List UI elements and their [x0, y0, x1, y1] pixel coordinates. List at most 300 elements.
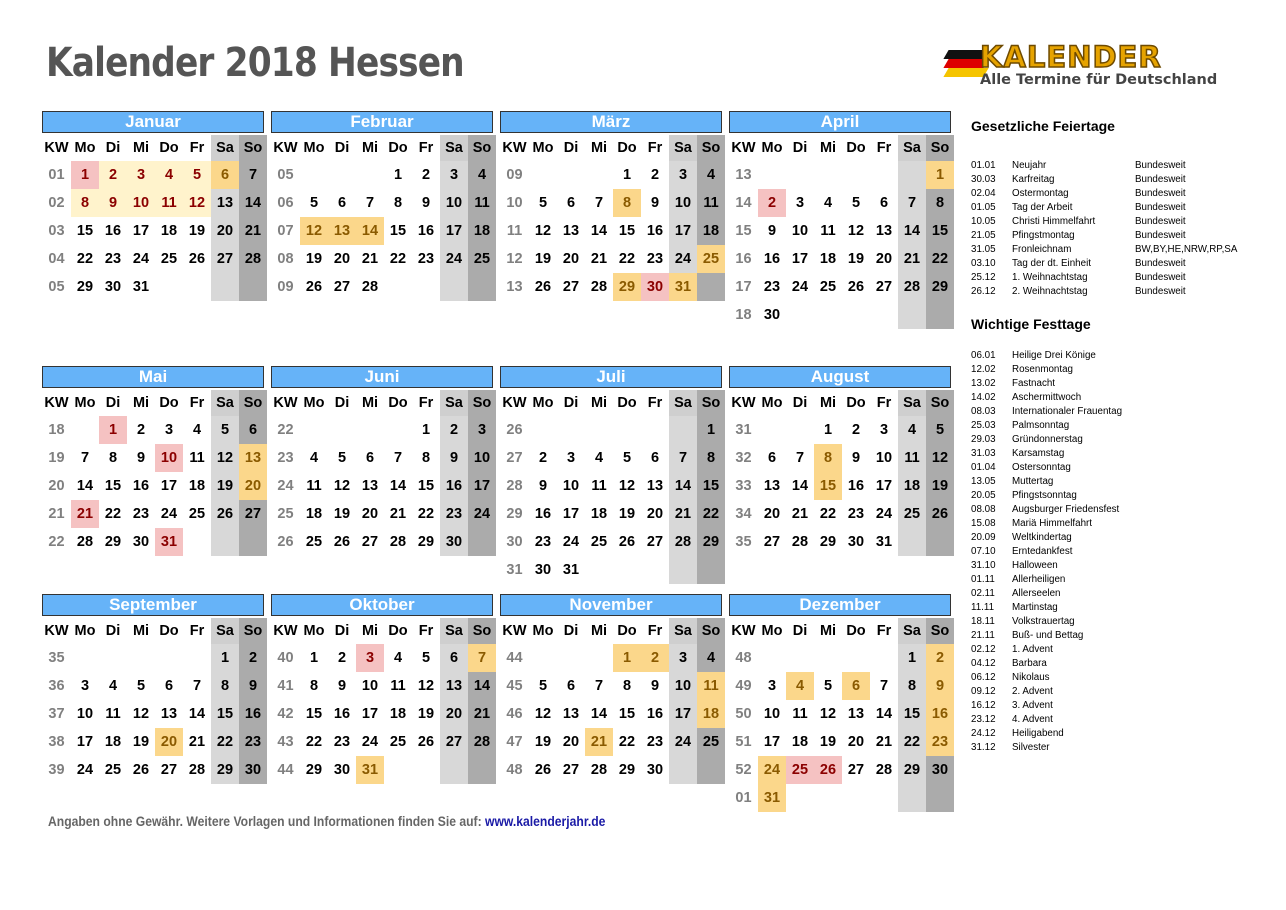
- day-cell[interactable]: 15: [417, 478, 435, 494]
- day-cell[interactable]: 24: [758, 756, 786, 784]
- day-cell[interactable]: 5: [309, 195, 319, 211]
- day-cell[interactable]: 29: [819, 534, 837, 550]
- day-cell[interactable]: 4: [898, 416, 926, 444]
- day-cell[interactable]: 24: [562, 534, 580, 550]
- day-cell[interactable]: 29: [211, 756, 239, 784]
- day-cell[interactable]: 26: [132, 762, 150, 778]
- day-cell[interactable]: 20: [562, 251, 580, 267]
- day-cell[interactable]: 28: [669, 528, 697, 556]
- day-cell[interactable]: 25: [697, 245, 725, 273]
- day-cell[interactable]: 20: [440, 700, 468, 728]
- day-cell[interactable]: 22: [819, 506, 837, 522]
- day-cell[interactable]: 25: [898, 500, 926, 528]
- day-cell[interactable]: 22: [926, 245, 954, 273]
- day-cell[interactable]: 27: [440, 728, 468, 756]
- day-cell[interactable]: 26: [847, 279, 865, 295]
- day-cell[interactable]: 16: [333, 706, 351, 722]
- day-cell[interactable]: 28: [898, 273, 926, 301]
- day-cell[interactable]: 14: [188, 706, 206, 722]
- day-cell[interactable]: 18: [697, 700, 725, 728]
- day-cell[interactable]: 22: [211, 728, 239, 756]
- day-cell[interactable]: 10: [669, 189, 697, 217]
- day-cell[interactable]: 17: [440, 217, 468, 245]
- day-cell[interactable]: 18: [389, 706, 407, 722]
- day-cell[interactable]: 25: [305, 534, 323, 550]
- day-cell[interactable]: 2: [421, 167, 431, 183]
- day-cell[interactable]: 29: [618, 762, 636, 778]
- day-cell[interactable]: 7: [468, 644, 496, 672]
- day-cell[interactable]: 12: [132, 706, 150, 722]
- day-cell[interactable]: 12: [534, 706, 552, 722]
- day-cell[interactable]: 4: [309, 450, 319, 466]
- day-cell[interactable]: 5: [926, 416, 954, 444]
- day-cell[interactable]: 30: [440, 528, 468, 556]
- day-cell[interactable]: 8: [926, 189, 954, 217]
- day-cell[interactable]: 18: [468, 217, 496, 245]
- day-cell[interactable]: 17: [763, 734, 781, 750]
- day-cell[interactable]: 18: [819, 251, 837, 267]
- day-cell[interactable]: 9: [421, 195, 431, 211]
- day-cell[interactable]: 3: [440, 161, 468, 189]
- day-cell[interactable]: 18: [160, 223, 178, 239]
- day-cell[interactable]: 15: [926, 217, 954, 245]
- day-cell[interactable]: 12: [819, 706, 837, 722]
- day-cell[interactable]: 14: [239, 189, 267, 217]
- day-cell[interactable]: 8: [814, 444, 842, 472]
- day-cell[interactable]: 3: [468, 416, 496, 444]
- day-cell[interactable]: 30: [763, 307, 781, 323]
- day-cell[interactable]: 30: [132, 534, 150, 550]
- day-cell[interactable]: 11: [898, 444, 926, 472]
- day-cell[interactable]: 2: [239, 644, 267, 672]
- day-cell[interactable]: 17: [132, 223, 150, 239]
- day-cell[interactable]: 5: [211, 416, 239, 444]
- day-cell[interactable]: 16: [847, 478, 865, 494]
- day-cell[interactable]: 10: [127, 189, 155, 217]
- day-cell[interactable]: 4: [192, 422, 202, 438]
- day-cell[interactable]: 28: [239, 245, 267, 273]
- day-cell[interactable]: 21: [669, 500, 697, 528]
- day-cell[interactable]: 3: [164, 422, 174, 438]
- day-cell[interactable]: 15: [898, 700, 926, 728]
- day-cell[interactable]: 12: [618, 478, 636, 494]
- day-cell[interactable]: 19: [333, 506, 351, 522]
- day-cell[interactable]: 23: [534, 534, 552, 550]
- day-cell[interactable]: 9: [239, 672, 267, 700]
- day-cell[interactable]: 4: [786, 672, 814, 700]
- day-cell[interactable]: 10: [763, 706, 781, 722]
- day-cell[interactable]: 30: [104, 279, 122, 295]
- day-cell[interactable]: 17: [669, 217, 697, 245]
- day-cell[interactable]: 29: [76, 279, 94, 295]
- day-cell[interactable]: 8: [697, 444, 725, 472]
- day-cell[interactable]: 31: [875, 534, 893, 550]
- day-cell[interactable]: 8: [71, 189, 99, 217]
- day-cell[interactable]: 10: [361, 678, 379, 694]
- day-cell[interactable]: 27: [763, 534, 781, 550]
- day-cell[interactable]: 17: [160, 478, 178, 494]
- day-cell[interactable]: 14: [468, 672, 496, 700]
- day-cell[interactable]: 20: [333, 251, 351, 267]
- day-cell[interactable]: 1: [393, 167, 403, 183]
- day-cell[interactable]: 6: [566, 678, 576, 694]
- day-cell[interactable]: 5: [183, 161, 211, 189]
- day-cell[interactable]: 11: [155, 189, 183, 217]
- day-cell[interactable]: 28: [76, 534, 94, 550]
- day-cell[interactable]: 17: [791, 251, 809, 267]
- day-cell[interactable]: 5: [851, 195, 861, 211]
- day-cell[interactable]: 21: [590, 251, 608, 267]
- day-cell[interactable]: 10: [875, 450, 893, 466]
- day-cell[interactable]: 14: [590, 706, 608, 722]
- day-cell[interactable]: 27: [847, 762, 865, 778]
- day-cell[interactable]: 6: [211, 161, 239, 189]
- day-cell[interactable]: 9: [851, 450, 861, 466]
- day-cell[interactable]: 11: [468, 189, 496, 217]
- day-cell[interactable]: 8: [898, 672, 926, 700]
- day-cell[interactable]: 15: [618, 223, 636, 239]
- day-cell[interactable]: 15: [618, 706, 636, 722]
- day-cell[interactable]: 14: [76, 478, 94, 494]
- day-cell[interactable]: 1: [309, 650, 319, 666]
- day-cell[interactable]: 25: [160, 251, 178, 267]
- day-cell[interactable]: 28: [875, 762, 893, 778]
- day-cell[interactable]: 26: [211, 500, 239, 528]
- day-cell[interactable]: 19: [819, 734, 837, 750]
- day-cell[interactable]: 22: [389, 251, 407, 267]
- day-cell[interactable]: 12: [183, 189, 211, 217]
- day-cell[interactable]: 25: [389, 734, 407, 750]
- day-cell[interactable]: 10: [562, 478, 580, 494]
- day-cell[interactable]: 21: [585, 728, 613, 756]
- day-cell[interactable]: 12: [300, 217, 328, 245]
- day-cell[interactable]: 17: [669, 700, 697, 728]
- day-cell[interactable]: 25: [188, 506, 206, 522]
- day-cell[interactable]: 29: [898, 756, 926, 784]
- day-cell[interactable]: 7: [192, 678, 202, 694]
- day-cell[interactable]: 13: [847, 706, 865, 722]
- day-cell[interactable]: 6: [566, 195, 576, 211]
- day-cell[interactable]: 10: [669, 672, 697, 700]
- day-cell[interactable]: 5: [337, 450, 347, 466]
- day-cell[interactable]: 4: [155, 161, 183, 189]
- day-cell[interactable]: 6: [767, 450, 777, 466]
- day-cell[interactable]: 30: [534, 562, 552, 578]
- day-cell[interactable]: 31: [562, 562, 580, 578]
- day-cell[interactable]: 15: [814, 472, 842, 500]
- day-cell[interactable]: 23: [239, 728, 267, 756]
- day-cell[interactable]: 14: [898, 217, 926, 245]
- day-cell[interactable]: 29: [104, 534, 122, 550]
- kalender-logo[interactable]: [946, 40, 1216, 96]
- day-cell[interactable]: 25: [786, 756, 814, 784]
- day-cell[interactable]: 9: [650, 678, 660, 694]
- day-cell[interactable]: 19: [132, 734, 150, 750]
- day-cell[interactable]: 25: [468, 245, 496, 273]
- day-cell[interactable]: 22: [697, 500, 725, 528]
- day-cell[interactable]: 29: [613, 273, 641, 301]
- day-cell[interactable]: 7: [879, 678, 889, 694]
- day-cell[interactable]: 16: [132, 478, 150, 494]
- day-cell[interactable]: 26: [534, 279, 552, 295]
- day-cell[interactable]: 29: [926, 273, 954, 301]
- day-cell[interactable]: 9: [337, 678, 347, 694]
- day-cell[interactable]: 17: [875, 478, 893, 494]
- day-cell[interactable]: 8: [393, 195, 403, 211]
- day-cell[interactable]: 2: [337, 650, 347, 666]
- day-cell[interactable]: 10: [155, 444, 183, 472]
- day-cell[interactable]: 31: [758, 784, 786, 812]
- day-cell[interactable]: 18: [898, 472, 926, 500]
- day-cell[interactable]: 11: [820, 223, 836, 239]
- day-cell[interactable]: 1: [99, 416, 127, 444]
- day-cell[interactable]: 12: [211, 444, 239, 472]
- day-cell[interactable]: 13: [562, 706, 580, 722]
- day-cell[interactable]: 30: [333, 762, 351, 778]
- day-cell[interactable]: 18: [104, 734, 122, 750]
- day-cell[interactable]: 21: [791, 506, 809, 522]
- day-cell[interactable]: 24: [468, 500, 496, 528]
- day-cell[interactable]: 3: [669, 161, 697, 189]
- day-cell[interactable]: 26: [305, 279, 323, 295]
- day-cell[interactable]: 28: [468, 728, 496, 756]
- day-cell[interactable]: 3: [80, 678, 90, 694]
- day-cell[interactable]: 3: [795, 195, 805, 211]
- day-cell[interactable]: 14: [791, 478, 809, 494]
- day-cell[interactable]: 1: [926, 161, 954, 189]
- day-cell[interactable]: 10: [468, 444, 496, 472]
- day-cell[interactable]: 27: [361, 534, 379, 550]
- day-cell[interactable]: 2: [136, 422, 146, 438]
- day-cell[interactable]: 26: [333, 534, 351, 550]
- day-cell[interactable]: 13: [328, 217, 356, 245]
- day-cell[interactable]: 14: [875, 706, 893, 722]
- day-cell[interactable]: 15: [76, 223, 94, 239]
- day-cell[interactable]: 24: [361, 734, 379, 750]
- day-cell[interactable]: 6: [879, 195, 889, 211]
- day-cell[interactable]: 29: [697, 528, 725, 556]
- day-cell[interactable]: 1: [823, 422, 833, 438]
- day-cell[interactable]: 4: [697, 161, 725, 189]
- day-cell[interactable]: 6: [164, 678, 174, 694]
- day-cell[interactable]: 21: [71, 500, 99, 528]
- day-cell[interactable]: 9: [926, 672, 954, 700]
- day-cell[interactable]: 30: [847, 534, 865, 550]
- day-cell[interactable]: 15: [104, 478, 122, 494]
- day-cell[interactable]: 7: [594, 195, 604, 211]
- day-cell[interactable]: 29: [417, 534, 435, 550]
- day-cell[interactable]: 28: [791, 534, 809, 550]
- day-cell[interactable]: 27: [562, 279, 580, 295]
- day-cell[interactable]: 8: [309, 678, 319, 694]
- day-cell[interactable]: 26: [417, 734, 435, 750]
- day-cell[interactable]: 25: [697, 728, 725, 756]
- day-cell[interactable]: 21: [188, 734, 206, 750]
- day-cell[interactable]: 13: [646, 478, 664, 494]
- day-cell[interactable]: 10: [791, 223, 809, 239]
- day-cell[interactable]: 20: [211, 217, 239, 245]
- day-cell[interactable]: 27: [562, 762, 580, 778]
- day-cell[interactable]: 1: [421, 422, 431, 438]
- day-cell[interactable]: 20: [562, 734, 580, 750]
- day-cell[interactable]: 6: [239, 416, 267, 444]
- day-cell[interactable]: 23: [333, 734, 351, 750]
- day-cell[interactable]: 31: [356, 756, 384, 784]
- day-cell[interactable]: 21: [875, 734, 893, 750]
- day-cell[interactable]: 9: [650, 195, 660, 211]
- day-cell[interactable]: 11: [792, 706, 808, 722]
- day-cell[interactable]: 1: [697, 416, 725, 444]
- day-cell[interactable]: 22: [417, 506, 435, 522]
- day-cell[interactable]: 9: [767, 223, 777, 239]
- day-cell[interactable]: 15: [697, 472, 725, 500]
- day-cell[interactable]: 3: [767, 678, 777, 694]
- day-cell[interactable]: 2: [440, 416, 468, 444]
- day-cell[interactable]: 23: [646, 734, 664, 750]
- day-cell[interactable]: 2: [538, 450, 548, 466]
- day-cell[interactable]: 1: [613, 644, 641, 672]
- day-cell[interactable]: 22: [305, 734, 323, 750]
- day-cell[interactable]: 16: [417, 223, 435, 239]
- day-cell[interactable]: 21: [239, 217, 267, 245]
- day-cell[interactable]: 16: [239, 700, 267, 728]
- day-cell[interactable]: 18: [590, 506, 608, 522]
- day-cell[interactable]: 24: [132, 251, 150, 267]
- day-cell[interactable]: 11: [306, 478, 322, 494]
- day-cell[interactable]: 26: [814, 756, 842, 784]
- day-cell[interactable]: 6: [842, 672, 870, 700]
- day-cell[interactable]: 2: [851, 422, 861, 438]
- day-cell[interactable]: 18: [305, 506, 323, 522]
- footer-link[interactable]: www.kalenderjahr.de: [485, 814, 606, 829]
- day-cell[interactable]: 28: [361, 279, 379, 295]
- day-cell[interactable]: 3: [669, 644, 697, 672]
- day-cell[interactable]: 7: [239, 161, 267, 189]
- day-cell[interactable]: 15: [211, 700, 239, 728]
- day-cell[interactable]: 13: [160, 706, 178, 722]
- day-cell[interactable]: 2: [650, 167, 660, 183]
- day-cell[interactable]: 8: [211, 672, 239, 700]
- day-cell[interactable]: 14: [590, 223, 608, 239]
- day-cell[interactable]: 9: [440, 444, 468, 472]
- day-cell[interactable]: 19: [211, 472, 239, 500]
- day-cell[interactable]: 24: [669, 245, 697, 273]
- day-cell[interactable]: 27: [211, 245, 239, 273]
- day-cell[interactable]: 7: [594, 678, 604, 694]
- day-cell[interactable]: 2: [99, 161, 127, 189]
- day-cell[interactable]: 28: [590, 279, 608, 295]
- day-cell[interactable]: 7: [80, 450, 90, 466]
- day-cell[interactable]: 7: [898, 189, 926, 217]
- day-cell[interactable]: 20: [155, 728, 183, 756]
- day-cell[interactable]: 13: [211, 189, 239, 217]
- day-cell[interactable]: 26: [618, 534, 636, 550]
- day-cell[interactable]: 19: [534, 251, 552, 267]
- day-cell[interactable]: 3: [127, 161, 155, 189]
- day-cell[interactable]: 30: [926, 756, 954, 784]
- day-cell[interactable]: 11: [390, 678, 406, 694]
- day-cell[interactable]: 6: [650, 450, 660, 466]
- day-cell[interactable]: 3: [879, 422, 889, 438]
- day-cell[interactable]: 14: [669, 472, 697, 500]
- day-cell[interactable]: 11: [697, 189, 725, 217]
- day-cell[interactable]: 27: [875, 279, 893, 295]
- day-cell[interactable]: 12: [926, 444, 954, 472]
- day-cell[interactable]: 8: [622, 678, 632, 694]
- day-cell[interactable]: 10: [440, 189, 468, 217]
- day-cell[interactable]: 6: [337, 195, 347, 211]
- day-cell[interactable]: 19: [926, 472, 954, 500]
- day-cell[interactable]: 5: [538, 195, 548, 211]
- day-cell[interactable]: 18: [697, 217, 725, 245]
- day-cell[interactable]: 16: [104, 223, 122, 239]
- day-cell[interactable]: 12: [534, 223, 552, 239]
- day-cell[interactable]: 16: [926, 700, 954, 728]
- day-cell[interactable]: 12: [417, 678, 435, 694]
- day-cell[interactable]: 23: [440, 500, 468, 528]
- day-cell[interactable]: 31: [669, 273, 697, 301]
- day-cell[interactable]: 24: [76, 762, 94, 778]
- day-cell[interactable]: 2: [641, 644, 669, 672]
- day-cell[interactable]: 21: [389, 506, 407, 522]
- day-cell[interactable]: 12: [333, 478, 351, 494]
- day-cell[interactable]: 6: [440, 644, 468, 672]
- day-cell[interactable]: 20: [847, 734, 865, 750]
- day-cell[interactable]: 20: [239, 472, 267, 500]
- day-cell[interactable]: 14: [356, 217, 384, 245]
- day-cell[interactable]: 4: [594, 450, 604, 466]
- day-cell[interactable]: 20: [763, 506, 781, 522]
- day-cell[interactable]: 19: [847, 251, 865, 267]
- day-cell[interactable]: 5: [421, 650, 431, 666]
- day-cell[interactable]: 19: [618, 506, 636, 522]
- day-cell[interactable]: 19: [534, 734, 552, 750]
- day-cell[interactable]: 17: [361, 706, 379, 722]
- day-cell[interactable]: 11: [697, 672, 725, 700]
- day-cell[interactable]: 19: [305, 251, 323, 267]
- day-cell[interactable]: 16: [534, 506, 552, 522]
- day-cell[interactable]: 24: [669, 728, 697, 756]
- day-cell[interactable]: 13: [763, 478, 781, 494]
- day-cell[interactable]: 1: [622, 167, 632, 183]
- day-cell[interactable]: 17: [76, 734, 94, 750]
- day-cell[interactable]: 30: [646, 762, 664, 778]
- day-cell[interactable]: 7: [795, 450, 805, 466]
- day-cell[interactable]: 13: [875, 223, 893, 239]
- day-cell[interactable]: 7: [669, 444, 697, 472]
- day-cell[interactable]: 2: [758, 189, 786, 217]
- day-cell[interactable]: 9: [538, 478, 548, 494]
- day-cell[interactable]: 26: [534, 762, 552, 778]
- day-cell[interactable]: 11: [105, 706, 121, 722]
- day-cell[interactable]: 21: [898, 245, 926, 273]
- day-cell[interactable]: 1: [211, 644, 239, 672]
- day-cell[interactable]: 3: [566, 450, 576, 466]
- day-cell[interactable]: 23: [132, 506, 150, 522]
- day-cell[interactable]: 1: [898, 644, 926, 672]
- day-cell[interactable]: 25: [104, 762, 122, 778]
- day-cell[interactable]: 29: [305, 762, 323, 778]
- day-cell[interactable]: 16: [646, 706, 664, 722]
- day-cell[interactable]: 19: [188, 223, 206, 239]
- day-cell[interactable]: 17: [562, 506, 580, 522]
- day-cell[interactable]: 27: [646, 534, 664, 550]
- day-cell[interactable]: 3: [356, 644, 384, 672]
- day-cell[interactable]: 5: [622, 450, 632, 466]
- day-cell[interactable]: 26: [188, 251, 206, 267]
- day-cell[interactable]: 5: [538, 678, 548, 694]
- day-cell[interactable]: 12: [847, 223, 865, 239]
